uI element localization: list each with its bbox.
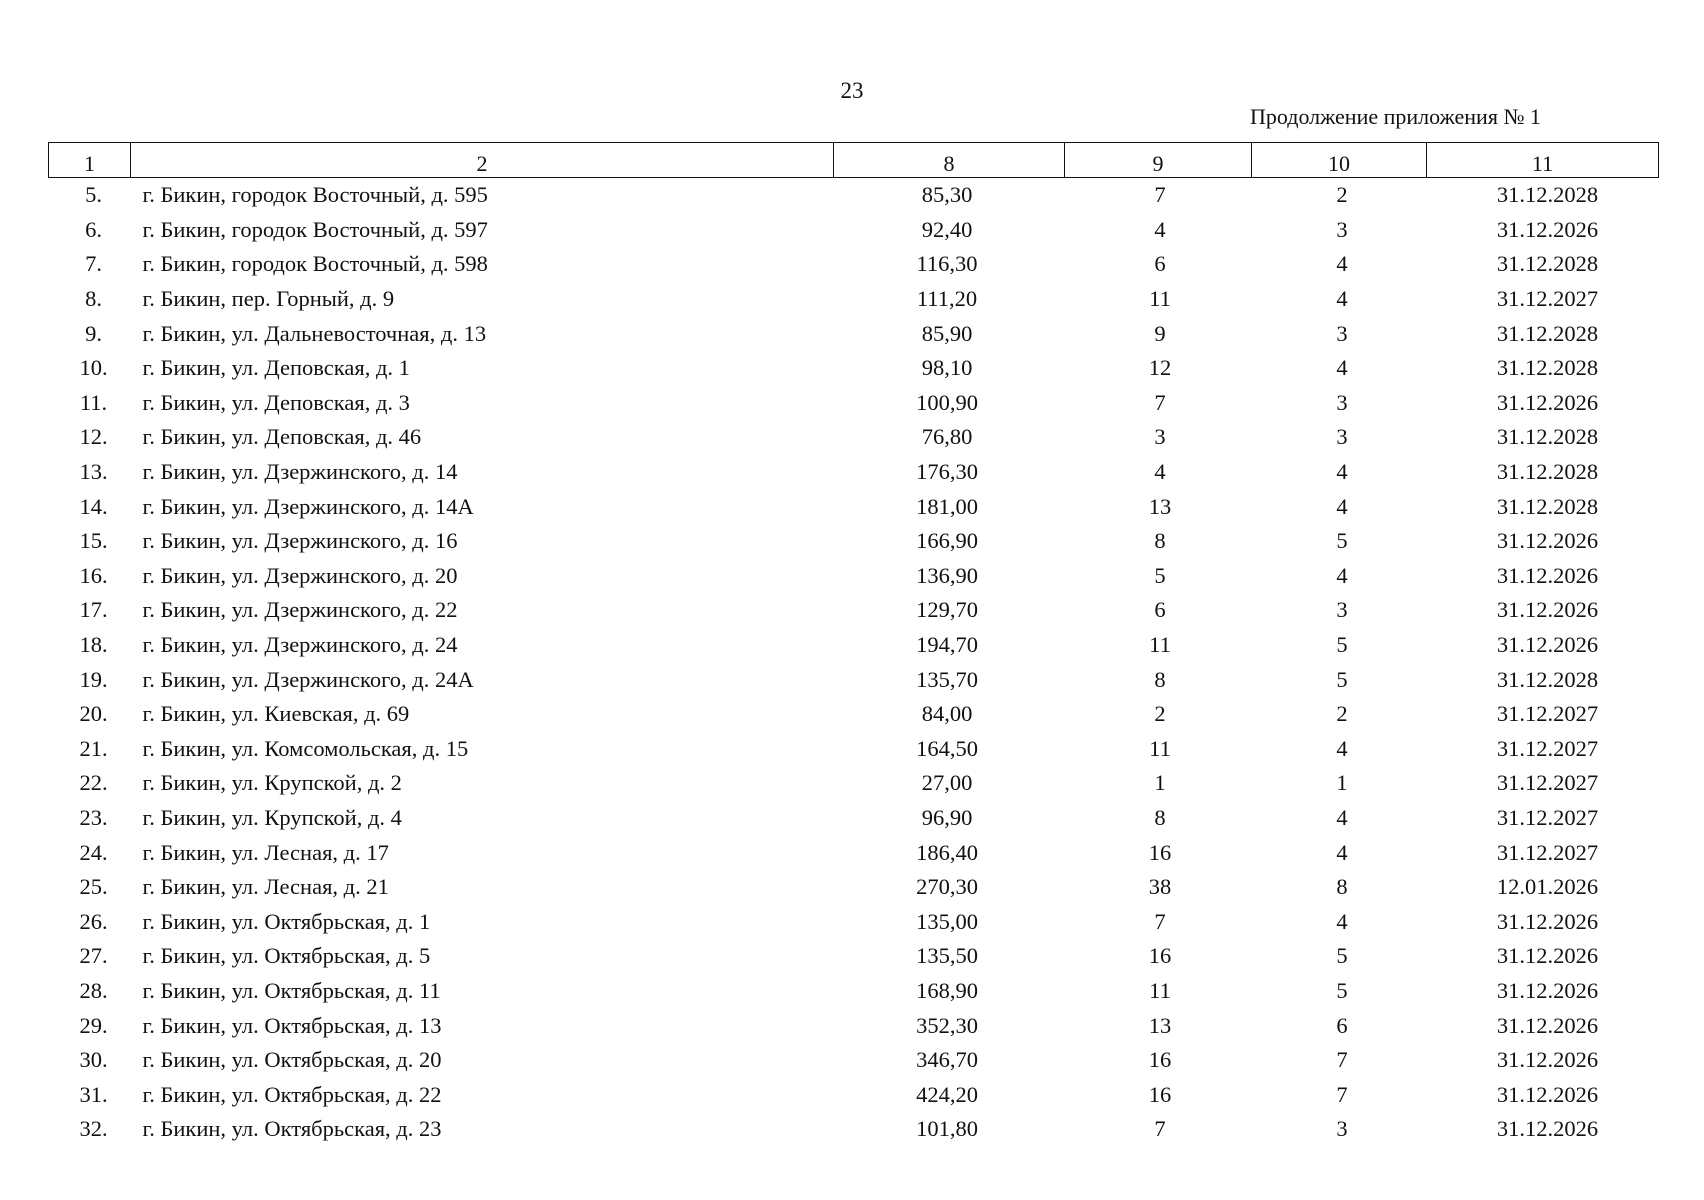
column-9-cell: 8 bbox=[1154, 804, 1166, 830]
column-9-cell: 9 bbox=[1154, 320, 1166, 346]
row-number: 30. bbox=[79, 1047, 108, 1073]
column-11-date-cell: 31.12.2026 bbox=[1496, 1047, 1599, 1073]
address-cell: г. Бикин, ул. Крупской, д. 4 bbox=[142, 804, 402, 830]
address-cell: г. Бикин, ул. Октябрьская, д. 22 bbox=[142, 1081, 442, 1107]
column-10-cell: 2 bbox=[1336, 701, 1348, 727]
column-10-cell: 5 bbox=[1336, 943, 1348, 969]
column-10-cell: 8 bbox=[1336, 874, 1348, 900]
column-8-cell: 85,90 bbox=[921, 320, 973, 346]
column-10-cell: 4 bbox=[1336, 735, 1348, 761]
column-8-cell: 129,70 bbox=[916, 597, 978, 623]
table-row bbox=[49, 939, 1659, 974]
column-8-cell: 168,90 bbox=[916, 977, 978, 1003]
column-8-cell: 101,80 bbox=[916, 1116, 978, 1142]
table-row bbox=[49, 801, 1659, 836]
column-8-cell: 194,70 bbox=[916, 632, 978, 658]
column-11-date-cell: 31.12.2026 bbox=[1496, 1012, 1599, 1038]
column-10-cell: 3 bbox=[1336, 216, 1348, 242]
row-number: 20. bbox=[79, 701, 108, 727]
address-cell: г. Бикин, ул. Киевская, д. 69 bbox=[142, 701, 410, 727]
table-row bbox=[49, 904, 1659, 939]
column-9-cell: 11 bbox=[1149, 632, 1171, 658]
column-10-cell: 3 bbox=[1336, 320, 1348, 346]
table-header-row bbox=[49, 143, 1659, 178]
table-row bbox=[49, 282, 1659, 317]
column-8-cell: 166,90 bbox=[916, 528, 978, 554]
column-9-cell: 13 bbox=[1148, 493, 1172, 519]
column-10-cell: 5 bbox=[1336, 528, 1348, 554]
column-10-cell: 4 bbox=[1336, 286, 1348, 312]
row-number: 12. bbox=[79, 424, 108, 450]
column-11-date-cell: 31.12.2028 bbox=[1496, 459, 1599, 485]
row-number: 23. bbox=[79, 804, 108, 830]
row-number: 15. bbox=[79, 528, 108, 554]
column-9-cell: 2 bbox=[1154, 701, 1166, 727]
column-10-cell: 4 bbox=[1336, 251, 1348, 277]
row-number: 18. bbox=[79, 632, 108, 658]
column-8-cell: 100,90 bbox=[916, 389, 978, 415]
row-number: 7. bbox=[85, 251, 102, 277]
column-9-cell: 6 bbox=[1154, 251, 1166, 277]
column-11-date-cell: 31.12.2026 bbox=[1496, 216, 1599, 242]
column-8-cell: 111,20 bbox=[916, 286, 978, 312]
address-cell: г. Бикин, ул. Дзержинского, д. 24А bbox=[142, 666, 474, 692]
column-9-cell: 4 bbox=[1154, 216, 1166, 242]
column-8-cell: 76,80 bbox=[921, 424, 973, 450]
table-row bbox=[49, 178, 1659, 213]
column-8-cell: 92,40 bbox=[921, 216, 973, 242]
column-11-date-cell: 31.12.2026 bbox=[1496, 977, 1599, 1003]
table-row bbox=[49, 628, 1659, 663]
column-8-cell: 181,00 bbox=[916, 493, 978, 519]
table-row bbox=[49, 766, 1659, 801]
column-10-cell: 4 bbox=[1336, 493, 1348, 519]
address-cell: г. Бикин, ул. Лесная, д. 17 bbox=[142, 839, 389, 865]
column-9-cell: 13 bbox=[1148, 1012, 1172, 1038]
column-9-cell: 8 bbox=[1154, 528, 1166, 554]
row-number: 21. bbox=[79, 735, 108, 761]
address-cell: г. Бикин, ул. Лесная, д. 21 bbox=[142, 874, 389, 900]
row-number: 5. bbox=[85, 182, 102, 208]
row-number: 28. bbox=[79, 977, 108, 1003]
page-number: 23 bbox=[840, 78, 864, 103]
column-11-date-cell: 31.12.2028 bbox=[1496, 355, 1599, 381]
column-9-cell: 16 bbox=[1148, 1081, 1172, 1107]
row-number: 17. bbox=[79, 597, 108, 623]
row-number: 24. bbox=[79, 839, 108, 865]
table-row bbox=[49, 386, 1659, 421]
column-9-cell: 1 bbox=[1154, 770, 1166, 796]
column-9-cell: 8 bbox=[1154, 666, 1166, 692]
column-header-2: 2 bbox=[131, 143, 834, 178]
column-11-date-cell: 31.12.2028 bbox=[1496, 666, 1599, 692]
table-row bbox=[49, 1112, 1659, 1147]
column-8-cell: 135,50 bbox=[916, 943, 978, 969]
column-11-date-cell: 31.12.2026 bbox=[1496, 597, 1599, 623]
table-row bbox=[49, 247, 1659, 282]
column-8-cell: 164,50 bbox=[916, 735, 978, 761]
table-row bbox=[49, 455, 1659, 490]
column-10-cell: 3 bbox=[1336, 389, 1348, 415]
address-cell: г. Бикин, ул. Деповская, д. 1 bbox=[142, 355, 410, 381]
column-8-cell: 85,30 bbox=[921, 182, 973, 208]
column-11-date-cell: 31.12.2026 bbox=[1496, 908, 1599, 934]
column-10-cell: 7 bbox=[1336, 1047, 1348, 1073]
column-10-cell: 4 bbox=[1336, 839, 1348, 865]
column-11-date-cell: 31.12.2027 bbox=[1496, 804, 1599, 830]
column-11-date-cell: 12.01.2026 bbox=[1496, 874, 1599, 900]
column-8-cell: 176,30 bbox=[916, 459, 978, 485]
table-row bbox=[49, 1008, 1659, 1043]
table-row bbox=[49, 662, 1659, 697]
table-row bbox=[49, 1077, 1659, 1112]
column-8-cell: 96,90 bbox=[921, 804, 973, 830]
column-8-cell: 136,90 bbox=[916, 562, 978, 588]
column-8-cell: 424,20 bbox=[916, 1081, 978, 1107]
address-cell: г. Бикин, пер. Горный, д. 9 bbox=[142, 286, 395, 312]
address-cell: г. Бикин, ул. Дзержинского, д. 22 bbox=[142, 597, 458, 623]
column-9-cell: 4 bbox=[1154, 459, 1166, 485]
column-9-cell: 11 bbox=[1149, 286, 1171, 312]
column-9-cell: 5 bbox=[1154, 562, 1166, 588]
column-9-cell: 7 bbox=[1154, 1116, 1166, 1142]
address-cell: г. Бикин, ул. Деповская, д. 3 bbox=[142, 389, 410, 415]
row-number: 11. bbox=[79, 389, 108, 415]
column-9-cell: 6 bbox=[1154, 597, 1166, 623]
column-11-date-cell: 31.12.2028 bbox=[1496, 182, 1599, 208]
row-number: 13. bbox=[79, 459, 108, 485]
address-cell: г. Бикин, ул. Дзержинского, д. 14А bbox=[142, 493, 474, 519]
column-header-11: 11 bbox=[1427, 143, 1659, 178]
column-10-cell: 3 bbox=[1336, 424, 1348, 450]
housing-table bbox=[48, 142, 1659, 1147]
column-10-cell: 3 bbox=[1336, 597, 1348, 623]
row-number: 8. bbox=[85, 286, 102, 312]
column-8-cell: 270,30 bbox=[916, 874, 978, 900]
row-number: 10. bbox=[79, 355, 108, 381]
column-10-cell: 4 bbox=[1336, 562, 1348, 588]
table-row bbox=[49, 593, 1659, 628]
column-9-cell: 11 bbox=[1149, 735, 1171, 761]
row-number: 26. bbox=[79, 908, 108, 934]
address-cell: г. Бикин, ул. Дзержинского, д. 20 bbox=[142, 562, 458, 588]
row-number: 25. bbox=[79, 874, 108, 900]
column-11-date-cell: 31.12.2028 bbox=[1496, 251, 1599, 277]
column-10-cell: 3 bbox=[1336, 1116, 1348, 1142]
column-8-cell: 27,00 bbox=[921, 770, 973, 796]
column-9-cell: 38 bbox=[1148, 874, 1172, 900]
column-10-cell: 1 bbox=[1336, 770, 1348, 796]
address-cell: г. Бикин, ул. Октябрьская, д. 1 bbox=[142, 908, 431, 934]
row-number: 14. bbox=[79, 493, 108, 519]
column-10-cell: 4 bbox=[1336, 355, 1348, 381]
column-11-date-cell: 31.12.2027 bbox=[1496, 701, 1599, 727]
row-number: 29. bbox=[79, 1012, 108, 1038]
address-cell: г. Бикин, ул. Октябрьская, д. 13 bbox=[142, 1012, 442, 1038]
row-number: 9. bbox=[85, 320, 102, 346]
row-number: 27. bbox=[79, 943, 108, 969]
table-row bbox=[49, 1043, 1659, 1078]
column-9-cell: 16 bbox=[1148, 839, 1172, 865]
column-11-date-cell: 31.12.2026 bbox=[1496, 943, 1599, 969]
column-9-cell: 16 bbox=[1148, 1047, 1172, 1073]
table-row bbox=[49, 213, 1659, 248]
column-10-cell: 4 bbox=[1336, 804, 1348, 830]
address-cell: г. Бикин, ул. Октябрьская, д. 20 bbox=[142, 1047, 442, 1073]
column-11-date-cell: 31.12.2027 bbox=[1496, 286, 1599, 312]
table-row bbox=[49, 351, 1659, 386]
column-11-date-cell: 31.12.2026 bbox=[1496, 632, 1599, 658]
address-cell: г. Бикин, ул. Октябрьская, д. 11 bbox=[142, 977, 441, 1003]
table-row bbox=[49, 697, 1659, 732]
address-cell: г. Бикин, городок Восточный, д. 597 bbox=[142, 216, 488, 242]
table-row bbox=[49, 732, 1659, 767]
address-cell: г. Бикин, ул. Дзержинского, д. 14 bbox=[142, 459, 458, 485]
column-11-date-cell: 31.12.2027 bbox=[1496, 770, 1599, 796]
column-11-date-cell: 31.12.2026 bbox=[1496, 389, 1599, 415]
column-9-cell: 11 bbox=[1149, 977, 1171, 1003]
row-number: 31. bbox=[79, 1081, 108, 1107]
row-number: 16. bbox=[79, 562, 108, 588]
column-11-date-cell: 31.12.2026 bbox=[1496, 562, 1599, 588]
column-9-cell: 7 bbox=[1154, 182, 1166, 208]
table-row bbox=[49, 870, 1659, 905]
column-10-cell: 5 bbox=[1336, 666, 1348, 692]
address-cell: г. Бикин, ул. Дзержинского, д. 24 bbox=[142, 632, 458, 658]
column-10-cell: 4 bbox=[1336, 908, 1348, 934]
column-10-cell: 4 bbox=[1336, 459, 1348, 485]
table-row bbox=[49, 420, 1659, 455]
column-8-cell: 352,30 bbox=[916, 1012, 978, 1038]
column-11-date-cell: 31.12.2027 bbox=[1496, 839, 1599, 865]
table-row bbox=[49, 559, 1659, 594]
column-10-cell: 6 bbox=[1336, 1012, 1348, 1038]
column-9-cell: 16 bbox=[1148, 943, 1172, 969]
column-8-cell: 346,70 bbox=[916, 1047, 978, 1073]
column-header-1: 1 bbox=[49, 143, 131, 178]
address-cell: г. Бикин, ул. Дальневосточная, д. 13 bbox=[142, 320, 487, 346]
column-11-date-cell: 31.12.2026 bbox=[1496, 1081, 1599, 1107]
column-9-cell: 7 bbox=[1154, 389, 1166, 415]
row-number: 19. bbox=[79, 666, 108, 692]
column-9-cell: 12 bbox=[1148, 355, 1172, 381]
column-11-date-cell: 31.12.2027 bbox=[1496, 735, 1599, 761]
column-header-10: 10 bbox=[1252, 143, 1427, 178]
column-11-date-cell: 31.12.2028 bbox=[1496, 493, 1599, 519]
row-number: 22. bbox=[79, 770, 108, 796]
column-9-cell: 3 bbox=[1154, 424, 1166, 450]
column-8-cell: 135,70 bbox=[916, 666, 978, 692]
column-8-cell: 98,10 bbox=[921, 355, 973, 381]
column-header-9: 9 bbox=[1065, 143, 1252, 178]
row-number: 32. bbox=[79, 1116, 108, 1142]
column-header-8: 8 bbox=[834, 143, 1065, 178]
column-11-date-cell: 31.12.2026 bbox=[1496, 1116, 1599, 1142]
column-11-date-cell: 31.12.2026 bbox=[1496, 528, 1599, 554]
table-body bbox=[49, 178, 1659, 1147]
column-10-cell: 5 bbox=[1336, 977, 1348, 1003]
appendix-continuation-label: Продолжение приложения № 1 bbox=[1250, 104, 1541, 129]
column-11-date-cell: 31.12.2028 bbox=[1496, 320, 1599, 346]
address-cell: г. Бикин, городок Восточный, д. 595 bbox=[142, 182, 488, 208]
column-10-cell: 5 bbox=[1336, 632, 1348, 658]
table-row bbox=[49, 489, 1659, 524]
address-cell: г. Бикин, ул. Дзержинского, д. 16 bbox=[142, 528, 458, 554]
table-row bbox=[49, 524, 1659, 559]
row-number: 6. bbox=[85, 216, 102, 242]
address-cell: г. Бикин, ул. Деповская, д. 46 bbox=[142, 424, 422, 450]
column-9-cell: 7 bbox=[1154, 908, 1166, 934]
column-10-cell: 2 bbox=[1336, 182, 1348, 208]
address-cell: г. Бикин, городок Восточный, д. 598 bbox=[142, 251, 488, 277]
address-cell: г. Бикин, ул. Комсомольская, д. 15 bbox=[142, 735, 469, 761]
address-cell: г. Бикин, ул. Крупской, д. 2 bbox=[142, 770, 402, 796]
column-8-cell: 116,30 bbox=[916, 251, 978, 277]
column-10-cell: 7 bbox=[1336, 1081, 1348, 1107]
column-11-date-cell: 31.12.2028 bbox=[1496, 424, 1599, 450]
column-8-cell: 84,00 bbox=[921, 701, 973, 727]
address-cell: г. Бикин, ул. Октябрьская, д. 5 bbox=[142, 943, 431, 969]
address-cell: г. Бикин, ул. Октябрьская, д. 23 bbox=[142, 1116, 442, 1142]
table-row bbox=[49, 316, 1659, 351]
table-row bbox=[49, 974, 1659, 1009]
table-row bbox=[49, 835, 1659, 870]
column-8-cell: 135,00 bbox=[916, 908, 978, 934]
column-8-cell: 186,40 bbox=[916, 839, 978, 865]
